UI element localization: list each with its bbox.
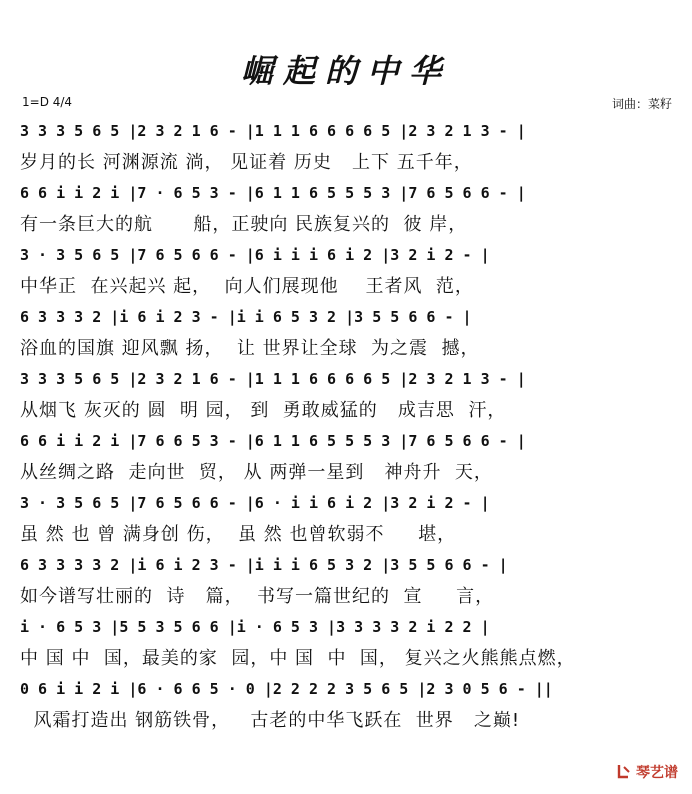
notation-line: 3 · 3 5 6 5 |7 6 5 6 6 - |6 i i i 6 i 2 |3 2 i 2 - |	[20, 246, 490, 264]
score-line	[20, 552, 672, 614]
lyrics-line: 岁月的长 河渊源流 淌， 见证着 历史 上下 五千年，	[20, 152, 473, 172]
lyrics-line: 浴血的国旗 迎风飘 扬， 让 世界让全球 为之震 撼，	[20, 338, 480, 358]
lyrics-line: 中华正 在兴起兴 起， 向人们展现他 王者风 范，	[20, 276, 474, 296]
lyrics-line: 虽 然 也 曾 满身创 伤， 虽 然 也曾软弱不 堪，	[20, 524, 457, 544]
notation-line: 3 · 3 5 6 5 |7 6 5 6 6 - |6 · i i 6 i 2 |3 2 i 2 - |	[20, 494, 490, 512]
key-signature: 1=D 4/4	[22, 95, 73, 109]
notation-line: 6 6 i i 2 i |7 6 6 5 3 - |6 1 1 6 5 5 5 3 |7 6 5 6 6 - |	[20, 432, 526, 450]
score-line	[20, 366, 672, 428]
song-title: 崛起的中华	[240, 52, 451, 90]
lyrics-line: 有一条巨大的航 船，正驶向 民族复兴的 彼 岸，	[20, 214, 468, 234]
notation-line: 3 3 3 5 6 5 |2 3 2 1 6 - |1 1 1 6 6 6 6 5 |2 3 2 1 3 - |	[20, 370, 526, 388]
score-line	[20, 180, 672, 242]
lyrics-line: 如今谱写壮丽的 诗 篇， 书写一篇世纪的 宣 言，	[20, 586, 495, 606]
score-line	[20, 490, 672, 552]
score-line	[20, 428, 672, 490]
notation-line: 3 3 3 5 6 5 |2 3 2 1 6 - |1 1 1 6 6 6 6 5 |2 3 2 1 3 - |	[20, 122, 526, 140]
watermark-logo	[616, 762, 678, 782]
score	[20, 118, 672, 738]
notation-line: 6 3 3 3 3 2 |i 6 i 2 3 - |i i i 6 5 3 2 |3 5 5 6 6 - |	[20, 556, 508, 574]
lyrics-line: 风霜打造出 钢筋铁骨， 古老的中华飞跃在 世界 之巅!	[20, 710, 521, 730]
score-line	[20, 676, 672, 738]
score-line	[20, 118, 672, 180]
lyrics-line: 从丝绸之路 走向世 贸， 从 两弹一星到 神舟升 天，	[20, 462, 493, 482]
credits: 词曲：菜籽	[611, 97, 672, 111]
score-line	[20, 242, 672, 304]
notation-line: 6 6 i i 2 i |7 · 6 5 3 - |6 1 1 6 5 5 5 3 |7 6 5 6 6 - |	[20, 184, 526, 202]
watermark-text: 琴艺谱	[636, 765, 678, 781]
notation-line: 0 6 i i 2 i |6 · 6 6 5 · 0 |2 2 2 2 3 5 6 5 |2 3 0 5 6 - ||	[20, 680, 553, 698]
lyrics-line: 从烟飞 灰灭的 圆 明 园， 到 勇敢威猛的 成吉思 汗，	[20, 400, 507, 420]
notation-line: 6 3 3 3 2 |i 6 i 2 3 - |i i 6 5 3 2 |3 5 5 6 6 - |	[20, 308, 472, 326]
note-icon	[616, 763, 632, 781]
score-line	[20, 304, 672, 366]
lyrics-line: 中 国 中 国，最美的家 园，中 国 中 国， 复兴之火熊熊点燃，	[20, 648, 576, 668]
notation-line: i · 6 5 3 |5 5 3 5 6 6 |i · 6 5 3 |3 3 3 3 2 i 2 2 |	[20, 618, 490, 636]
score-line	[20, 614, 672, 676]
